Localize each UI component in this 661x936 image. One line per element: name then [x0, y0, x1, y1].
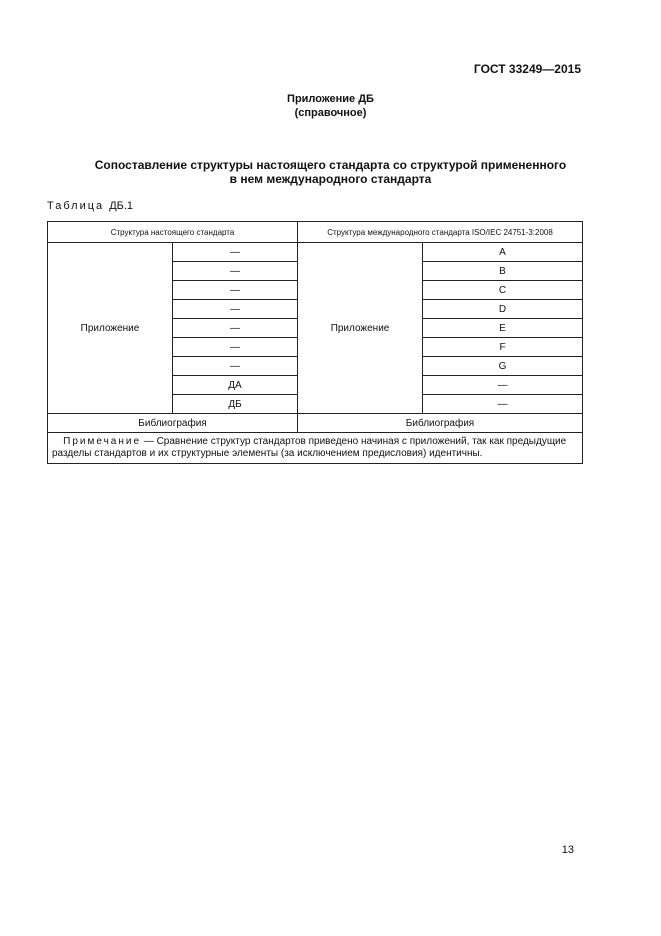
- left-cell: —: [173, 338, 298, 357]
- col-header-national: Структура настоящего стандарта: [48, 222, 298, 243]
- table-note: [48, 433, 583, 464]
- section-heading: [60, 158, 601, 186]
- left-cell: ДБ: [173, 395, 298, 414]
- right-cell: G: [423, 357, 583, 376]
- col-header-international: Структура международного стандарта ISO/IEC 24751-3:2008: [298, 222, 583, 243]
- left-group-cell: Приложение: [48, 243, 173, 414]
- note-row: [48, 433, 583, 464]
- annex-subtitle: (справочное): [294, 107, 367, 119]
- heading-line-2: в нем международного стандарта: [229, 172, 432, 186]
- right-cell: F: [423, 338, 583, 357]
- left-cell: —: [173, 243, 298, 262]
- right-cell: A: [423, 243, 583, 262]
- heading-line-1: Сопоставление структуры настоящего стандарта со структурой примененного: [94, 158, 567, 172]
- standard-code: ГОСТ 33249—2015: [473, 62, 581, 76]
- table-row: [48, 243, 583, 262]
- comparison-table: [47, 221, 583, 464]
- right-cell: D: [423, 300, 583, 319]
- left-cell: ДА: [173, 376, 298, 395]
- note-label: Примечание: [63, 436, 142, 447]
- left-cell: —: [173, 319, 298, 338]
- left-cell: —: [173, 300, 298, 319]
- bibliography-left: Библиография: [48, 414, 298, 433]
- left-cell: —: [173, 281, 298, 300]
- bibliography-row: [48, 414, 583, 433]
- right-cell: E: [423, 319, 583, 338]
- note-text: — Сравнение структур стандартов приведено начиная с приложений, так как предыдущие разделы стандартов и их структурные элементы (за исключением предисловия) идентичны.: [52, 436, 567, 459]
- right-cell: —: [423, 395, 583, 414]
- table-label: [47, 200, 133, 212]
- right-cell: B: [423, 262, 583, 281]
- annex-title-block: [0, 92, 661, 120]
- table-label-number: ДБ.1: [109, 200, 134, 212]
- table-header-row: [48, 222, 583, 243]
- bibliography-right: Библиография: [298, 414, 583, 433]
- right-group-cell: Приложение: [298, 243, 423, 414]
- annex-title: Приложение ДБ: [287, 93, 374, 105]
- right-cell: C: [423, 281, 583, 300]
- right-cell: —: [423, 376, 583, 395]
- table-label-prefix: Таблица: [47, 200, 105, 212]
- left-cell: —: [173, 262, 298, 281]
- page-number: 13: [561, 844, 574, 856]
- left-cell: —: [173, 357, 298, 376]
